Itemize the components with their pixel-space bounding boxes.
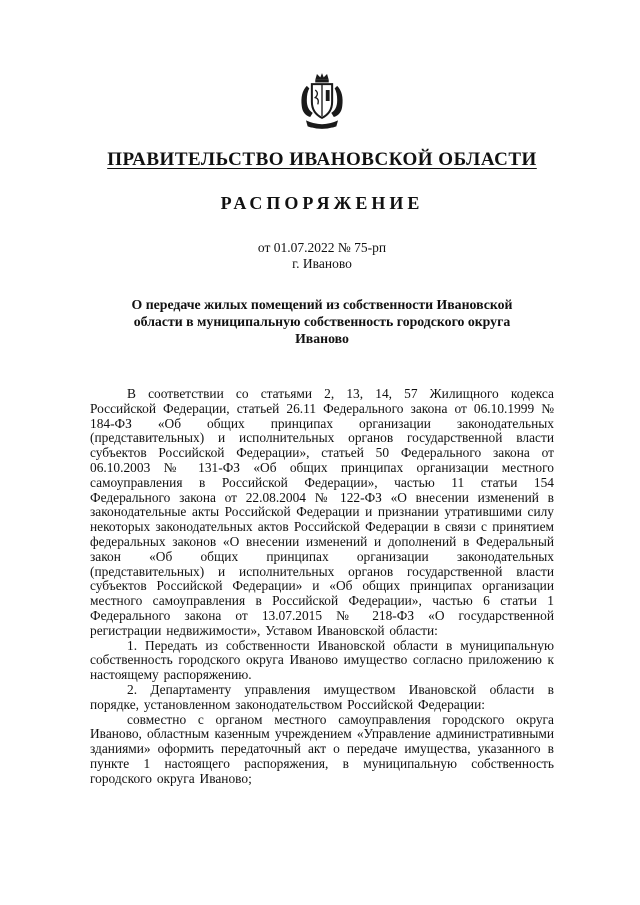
document-body [90,387,554,787]
coat-of-arms-icon [90,72,554,135]
body-paragraph-item-2a: совместно с органом местного самоуправления городского округа Иваново, областным казенным учреждением «Управление административными зданиями» оформить передаточный акт о передаче имущества, указанного в пункте 1 настоящего распоряжения, в муниципальную собственность городского округа Иваново; [90,711,554,786]
body-paragraph-preamble: В соответствии со статьями 2, 13, 14, 57 Жилищного кодекса Российской Федерации, статьей 26.11 Федерального закона от 06.10.1999 № 184-ФЗ «Об общих принципах организации законодательных (представительных) и исполнительных органов государственной власти субъектов Российской Федерации», статьей 50 Федерального закона от 06.10.2003 № 131-ФЗ «Об общих принципах организации местного самоуправления в Российской Федерации», частью 11 статьи 154 Федерального закона от 22.08.2004 № 122-ФЗ «О внесении изменений в законодательные акты Российской Федерации и признании утратившими силу некоторых законодательных актов Российской Федерации в связи с принятием федеральных законов «О внесении изменений и дополнений в Федеральный закон «Об общих принципах организации законодательных (представительных) и исполнительных органов государственной власти субъектов Российской Федерации» и «Об общих принципах организации местного самоуправления в Российской Федерации», частью 6 статьи 1 Федерального закона от 13.07.2015 № 218-ФЗ «О государственной регистрации недвижимости», Уставом Ивановской области: [90,386,554,638]
document-subject: О передаче жилых помещений из собственности Ивановской области в муниципальную собственность городского округа Иваново [131,297,513,346]
body-paragraph-item-1: 1. Передать из собственности Ивановской области в муниципальную собственность городского округа Иваново имущество согласно приложению к настоящему распоряжению. [90,637,554,683]
document-type-title: РАСПОРЯЖЕНИЕ [220,193,424,213]
body-paragraph-item-2: 2. Департаменту управления имуществом Ивановской области в порядке, установленном законодательством Российской Федерации: [90,681,554,712]
organization-name: ПРАВИТЕЛЬСТВО ИВАНОВСКОЙ ОБЛАСТИ [107,149,537,170]
document-city: г. Иваново [292,256,352,271]
document-date-number: от 01.07.2022 № 75-рп [257,240,387,255]
